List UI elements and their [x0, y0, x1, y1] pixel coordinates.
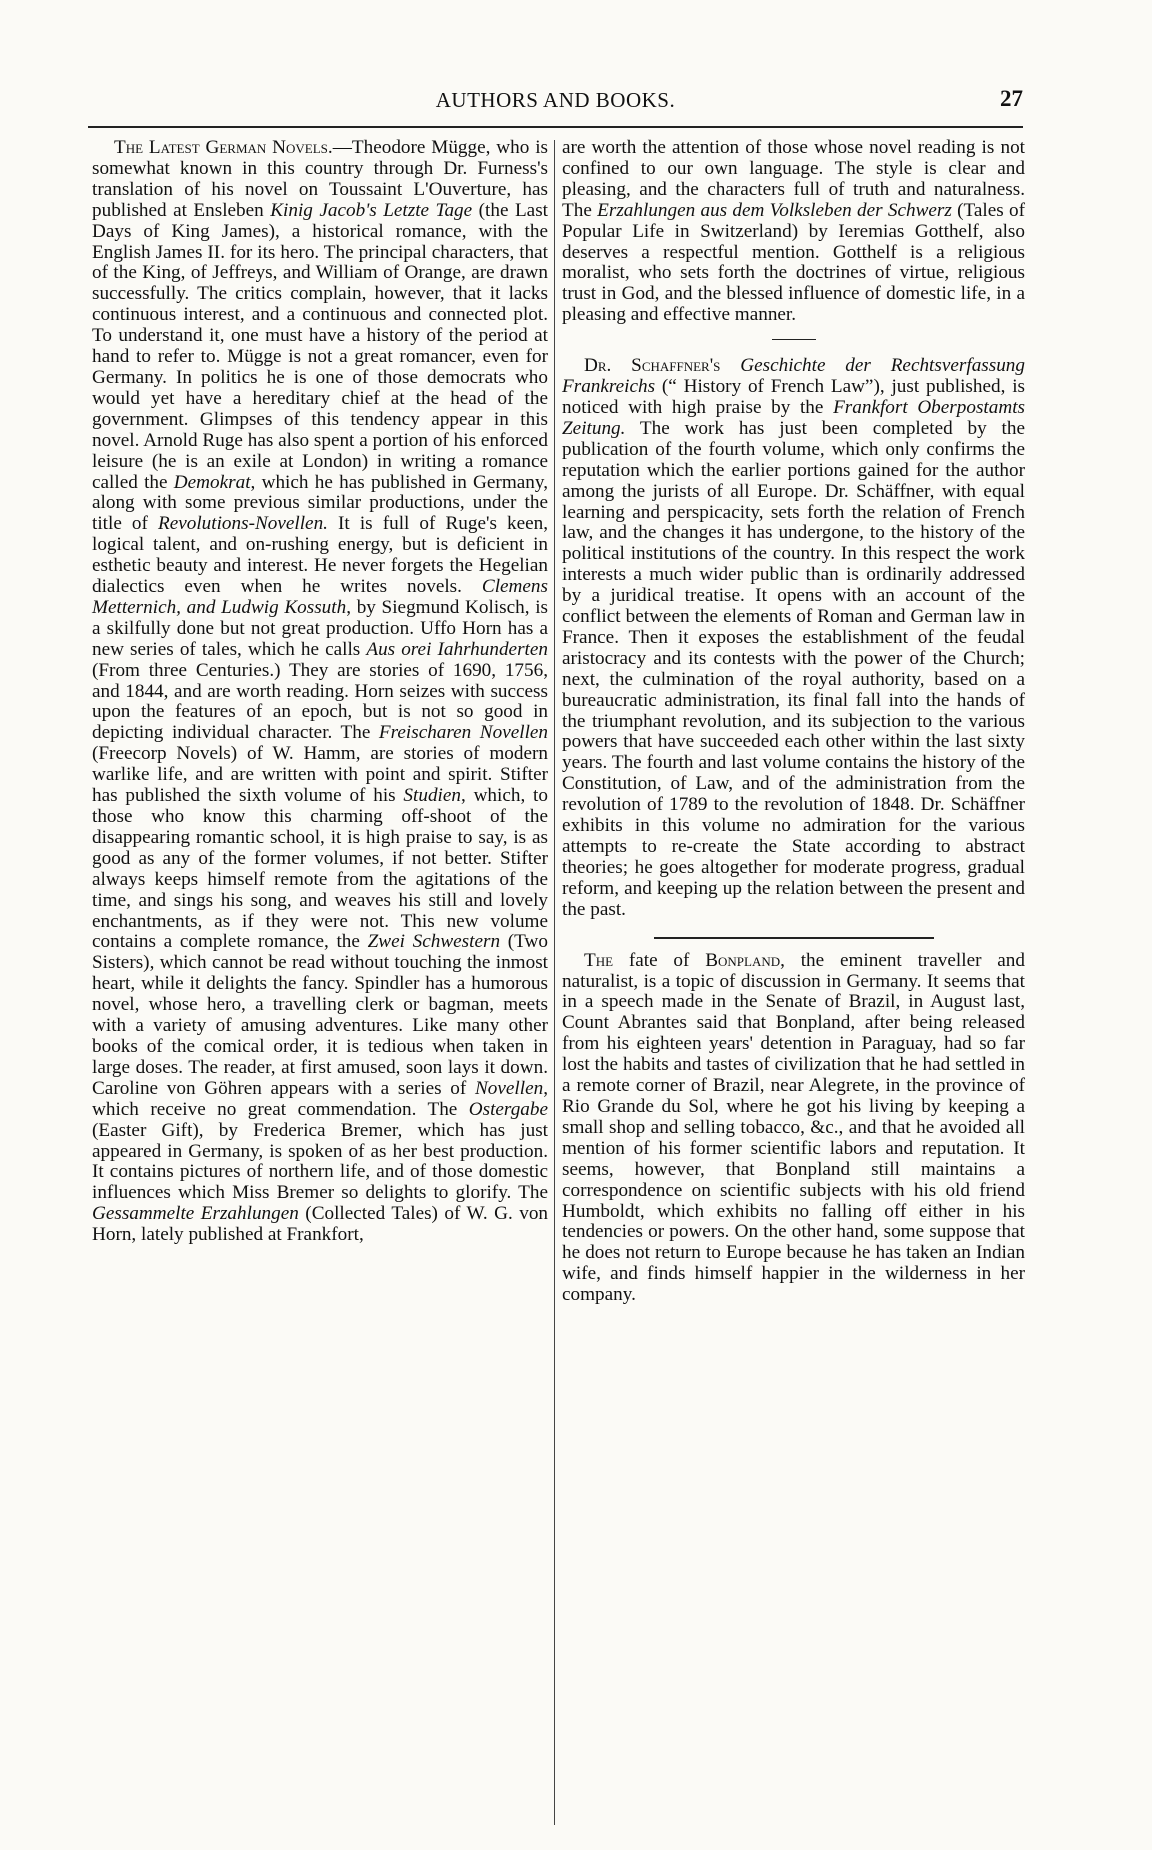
right-column [562, 138, 1025, 1306]
text-run: (Collected Tales) of W. G. von Horn, lately published at Frankfort, [92, 1203, 549, 1246]
article-latest-german-novels [92, 138, 548, 1246]
page-number: 27 [1000, 86, 1023, 111]
italic-title: Clemens Metternich, and Ludwig Kossuth [92, 576, 548, 618]
page-header [88, 86, 1023, 116]
text-run: (Tales of Popular Life in Switzerland) by Ieremias Gotthelf, also deserves a respectful mention. Gotthelf is a religious moralist, who sets forth the doctrines of virtue, religious trust in God, and the blessed influence of domestic life, in a pleasing and effective manner. [562, 199, 1025, 326]
text-run: The work has just been completed by the publication of the fourth volume, which only confirms the reputation which the earlier portions gained for the author among the jurists of all Europe. Dr. Schäffner, with equal learning and perspicacity, sets forth the relation of French law, and the changes it has undergone, to the history of the political institutions of the country. In this respect the work interests a much wider public than is ordinarily addressed by a juridical treatise. It opens with an account of the conflict between the elements of Roman and German law in France. Then it exposes the establishment of the feudal aristocracy and its contests with the power of the Church; next, the culmination of the royal authority, based on a bureaucratic administration, its final fall into the hands of the triumphant revolution, and its subjection to the various powers that have succeeded each other within the last sixty years. The fourth and last volume contains the history of the Constitution, of Law, and of the administration from the revolution of 1789 to the revolution of 1848. Dr. Schäffner exhibits in this volume no admiration for the various attempts to re-create the State according to abstract theories; he goes altogether for moderate progress, gradual reform, and keeping up the relation between the present and the past. [562, 417, 1025, 920]
article-bonpland [562, 951, 1025, 1306]
text-run: , which receive no great commendation. The [92, 1077, 548, 1120]
text-run: (From three Centuries.) They are stories of 1690, 1756, and 1844, and are worth reading. Horn seizes with success upon the features of an epoch, but is not so good in depicting individual character. The [92, 659, 548, 744]
small-caps-word: The [584, 949, 614, 971]
article-schaffner [562, 356, 1025, 920]
italic-title: Frankfort Oberpostamts Zeitung. [562, 396, 1025, 439]
article-title: The Latest German Novels. [114, 137, 333, 158]
italic-title: Demokrat [173, 471, 251, 493]
text-run: (the Last Days of King James), a historical romance, with the English James II. for its hero. The principal characters, that of the King, of Jeffreys, and William of Orange, are drawn successfully. The critics complain, however, that it lacks continuous interest, and a continuous and connected plot. To understand it, one must have a history of the period at hand to refer to. Mügge is not a great romancer, even for Germany. In politics he is one of those democrats who would yet have a hereditary chief at the head of the government. Glimpses of this tendency appear in this novel. Arnold Ruge has also spent a portion of his enforced leisure (he is an exile at London) in writing a romance called the [92, 199, 548, 493]
text-run: (Freecorp Novels) of W. Hamm, are stories of modern warlike life, and are written with point and spirit. Stifter has published the sixth volume of his [92, 743, 548, 807]
italic-title: Revolutions-Novellen. [157, 513, 328, 535]
section-separator [772, 339, 816, 340]
text-run: It is full of Ruge's keen, logical talent, and on-rushing energy, but is deficient in esthetic beauty and interest. He never forgets the Hegelian dialectics even when he writes novels. [92, 513, 549, 598]
column-divider [554, 140, 555, 1825]
italic-title: Kinig Jacob's Letzte Tage [270, 199, 473, 221]
text-run: , the eminent traveller and naturalist, is a topic of discussion in Germany. It seems that in a speech made in the Senate of Brazil, in August last, Count Abrantes said that Bonpland, after being released from his eighteen years' detention in Paraguay, had so far lost the habits and tastes of civilization that he had settled in a remote corner of Brazil, near Alegrete, in the province of Rio Grande du Sol, where he got his living by keeping a small shop and selling tobacco, &c., and that he avoided all mention of his former scientific labors and reputation. It seems, however, that Bonpland still maintains a correspondence on scientific subjects with his old friend Humboldt, which exhibits no falling off either in his tendencies or powers. On the other hand, some suppose that he does not return to Europe because he has taken an Indian wife, and finds himself happier in the wilderness in her company. [562, 949, 1025, 1306]
running-title: AUTHORS AND BOOKS. [435, 88, 676, 112]
italic-title: Freischaren Novellen [378, 722, 549, 744]
italic-title: Erzahlungen aus dem Volksleben der Schwerz [597, 199, 952, 221]
left-column [92, 138, 548, 1246]
text-run: , by Siegmund Kolisch, is a skilfully done but not great production. Uffo Horn has a new series of tales, which he calls [92, 596, 549, 660]
section-separator-long [654, 937, 934, 939]
text-run: (Two Sisters), which cannot be read without touching the inmost heart, while it delights the fancy. Spindler has a humorous novel, whose hero, a travelling clerk or bagman, meets with a variety of amusing adventures. Like many other books of the comical order, it is tedious when taken in large doses. The reader, at first amused, soon lays it down. Caroline von Göhren appears with a series of [92, 931, 548, 1099]
text-run: , which he has published in Germany, along with some previous similar productions, under the title of [92, 471, 549, 535]
text-run: (Easter Gift), by Frederica Bremer, which has just appeared in Germany, is spoken of as her best production. It contains pictures of northern life, and of those domestic influences which Miss Bremer so delights to glorify. The [92, 1119, 548, 1204]
text-run: fate of [613, 949, 706, 971]
italic-title: Gessammelte Erzahlungen [92, 1203, 299, 1225]
text-run: (“ History of French Law”), just published, is noticed with high praise by the [562, 376, 1025, 418]
italic-title: Geschichte der Rechtsverfassung Frankreichs [562, 355, 1025, 398]
small-caps-name: Dr. Schaffner's [584, 355, 721, 377]
text-run: are worth the attention of those whose novel reading is not confined to our own language. The style is clear and pleasing, and the characters full of truth and naturalness. The [562, 137, 1025, 221]
italic-title: Novellen [475, 1077, 544, 1099]
italic-title: Ostergabe [468, 1098, 548, 1120]
text-run: , which, to those who know this charming off-shoot of the disappearing romantic school, it is high praise to say, is as good as any of the former volumes, if not better. Stifter always keeps himself remote from the agitations of the time, and sings his song, and weaves his still and lovely enchantments, as if they were not. This new volume contains a complete romance, the [92, 785, 548, 953]
small-caps-name: Bonpland [705, 949, 781, 971]
italic-title: Studien [403, 785, 461, 807]
header-rule [88, 126, 1023, 128]
text-run: —Theodore Mügge, who is somewhat known in this country through Dr. Furness's translation of his novel on Toussaint L'Ouverture, has published at Ensleben [92, 137, 548, 221]
article-continuation [562, 138, 1025, 326]
italic-title: Zwei Schwestern [367, 931, 501, 953]
italic-title: Aus orei Iahrhunderten [366, 638, 548, 660]
